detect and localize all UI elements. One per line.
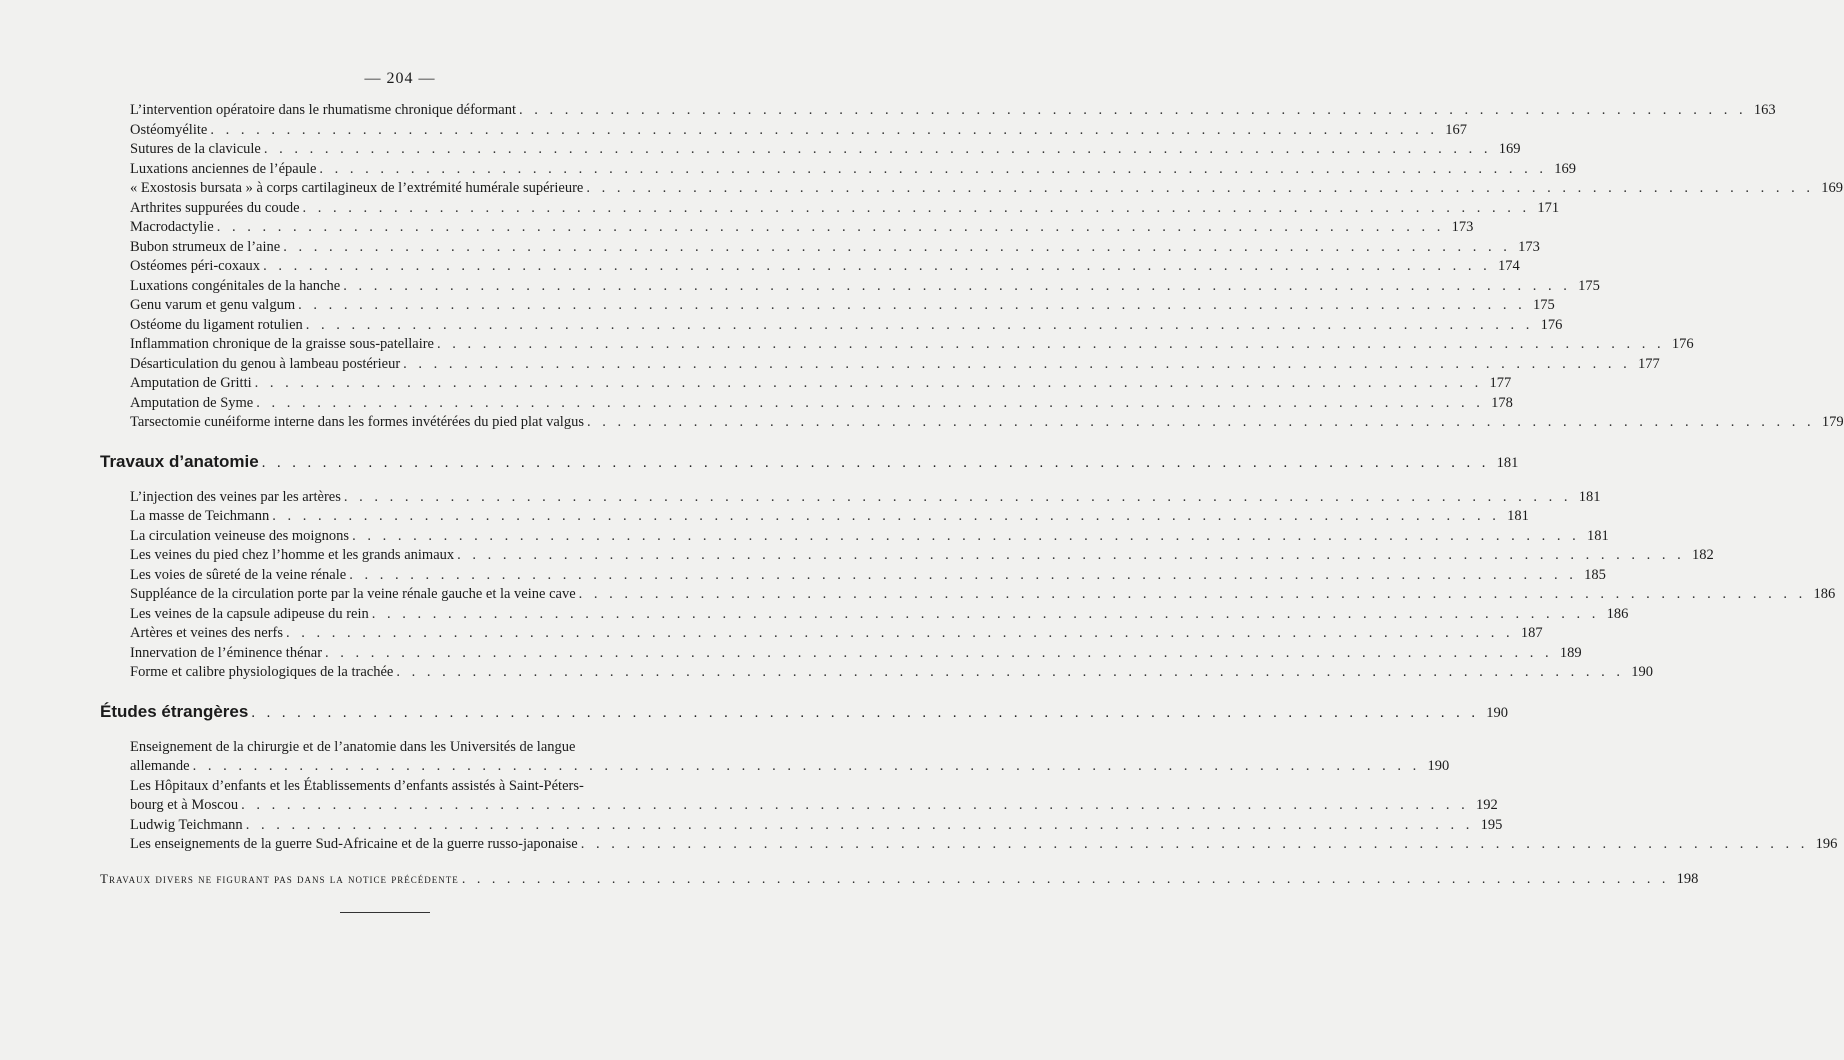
misc-page: 198 (1676, 870, 1699, 887)
toc-entry (100, 238, 1540, 258)
leader-dots: . . . . . . . . . . . . . . . . . . . . . . . . . . . . . . . . . . . . . . . . . . . . . . . . . . . . . . . . . . . . . . . . . . . . . . . . . . . . . . . . . (254, 375, 1483, 391)
toc-entry (100, 160, 1577, 180)
entry-page: 190 (1631, 664, 1653, 680)
page-number: — 204 — (364, 70, 436, 87)
leader-dots: . . . . . . . . . . . . . . . . . . . . . . . . . . . . . . . . . . . . . . . . . . . . . . . . . . . . . . . . . . . . . . . . . . . . . . . . . . . . . . . . . (263, 141, 1492, 157)
entry-page: 196 (1815, 836, 1838, 852)
toc-entry (100, 566, 1606, 586)
toc-entry (100, 527, 1609, 547)
entry-page: 169 (1821, 180, 1843, 196)
section-page: 190 (1486, 704, 1508, 721)
leader-dots: . . . . . . . . . . . . . . . . . . . . . . . . . . . . . . . . . . . . . . . . . . . . . . . . . . . . . . . . . . . . . . . . . . . . . . . . . . . . . . . . . (251, 704, 1479, 721)
leader-dots: . . . . . . . . . . . . . . . . . . . . . . . . . . . . . . . . . . . . . . . . . . . . . . . . . . . . . . . . . . . . . . . . . . . . . . . . . . . . . . . . . (305, 316, 1534, 333)
leader-dots: . . . . . . . . . . . . . . . . . . . . . . . . . . . . . . . . . . . . . . . . . . . . . . . . . . . . . . . . . . . . . . . . . . . . . . . . . . . . . . . . . (437, 336, 1665, 352)
entry-page: 179 (1821, 414, 1844, 430)
entry-title: Amputation de Syme (130, 394, 254, 411)
toc-entry (100, 624, 1543, 644)
toc-entry (100, 605, 1629, 625)
leader-dots: . . . . . . . . . . . . . . . . . . . . . . . . . . . . . . . . . . . . . . . . . . . . . . . . . . . . . . . . . . . . . . . . . . . . . . . . . . . . . . . . . (343, 277, 1571, 294)
entry-title: Forme et calibre physiologiques de la trachée (130, 664, 394, 680)
leader-dots: . . . . . . . . . . . . . . . . . . . . . . . . . . . . . . . . . . . . . . . . . . . . . . . . . . . . . . . . . . . . . . . . . . . . . . . . . . . . . . . . . (580, 836, 1809, 852)
entry-list-top (100, 101, 1844, 433)
entry-title: Amputation de Gritti (130, 375, 252, 391)
toc-entry (100, 257, 1520, 277)
entry-page: 177 (1489, 375, 1512, 391)
leader-dots: . . . . . . . . . . . . . . . . . . . . . . . . . . . . . . . . . . . . . . . . . . . . . . . . . . . . . . . . . . . . . . . . . . . . . . . . . . . . . . . . . (261, 454, 1490, 471)
toc-entry (100, 140, 1521, 160)
toc-entry (100, 335, 1694, 355)
toc-entry (100, 644, 1582, 664)
section-title: Études étrangères (100, 701, 249, 721)
entry-title: Artères et veines des nerfs (130, 625, 283, 641)
leader-dots: . . . . . . . . . . . . . . . . . . . . . . . . . . . . . . . . . . . . . . . . . . . . . . . . . . . . . . . . . . . . . . . . . . . . . . . . . . . . . . . . . (298, 297, 1526, 313)
section-title: Travaux d’anatomie (100, 451, 259, 471)
entry-title: La circulation veineuse des moignons (130, 527, 350, 544)
entry-page: 186 (1606, 605, 1629, 622)
leader-dots: . . . . . . . . . . . . . . . . . . . . . . . . . . . . . . . . . . . . . . . . . . . . . . . . . . . . . . . . . . . . . . . . . . . . . . . . . . . . . . . . . (349, 566, 1577, 583)
entry-title: Luxations anciennes de l’épaule (130, 160, 317, 177)
table-of-contents (100, 101, 1844, 888)
entry-page: 173 (1518, 238, 1540, 255)
entry-title-line1: Les Hôpitaux d’enfants et les Établissements d’enfants assistés à Saint-Péters- (130, 777, 584, 794)
entry-title: La masse de Teichmann (130, 508, 270, 524)
toc-entry (100, 507, 1529, 527)
leader-dots: . . . . . . . . . . . . . . . . . . . . . . . . . . . . . . . . . . . . . . . . . . . . . . . . . . . . . . . . . . . . . . . . . . . . . . . . . . . . . . . . . (245, 816, 1474, 833)
toc-entry (100, 394, 1513, 414)
entry-page: 167 (1445, 121, 1467, 138)
entry-page: 175 (1578, 277, 1600, 294)
entry-title: Inflammation chronique de la graisse sous-patellaire (130, 336, 434, 352)
entry-title: Luxations congénitales de la hanche (130, 277, 341, 294)
entry-page: 195 (1480, 816, 1503, 833)
entry-page: 187 (1520, 625, 1543, 641)
entry-list-anatomie (100, 488, 1836, 683)
entry-title-line2: allemande (130, 758, 190, 774)
toc-entry (100, 121, 1467, 141)
toc-entry (100, 199, 1560, 219)
entry-title: Les veines du pied chez l’homme et les grands animaux (130, 547, 455, 563)
entry-page: 174 (1497, 258, 1520, 274)
entry-page: 163 (1753, 102, 1776, 118)
entry-page: 169 (1554, 160, 1577, 177)
entry-page: 182 (1692, 547, 1714, 563)
toc-entry (100, 296, 1555, 316)
entry-title: Désarticulation du genou à lambeau postérieur (130, 355, 401, 372)
entry-page: 192 (1475, 797, 1498, 813)
toc-entry (100, 413, 1844, 433)
entry-page: 177 (1638, 355, 1660, 372)
entry-title: Ostéome du ligament rotulien (130, 316, 303, 333)
leader-dots: . . . . . . . . . . . . . . . . . . . . . . . . . . . . . . . . . . . . . . . . . . . . . . . . . . . . . . . . . . . . . . . . . . . . . . . . . . . . . . . . . (371, 605, 1600, 622)
entry-title: Innervation de l’éminence thénar (130, 644, 323, 661)
toc-entry (100, 777, 1498, 816)
entry-title: « Exostosis bursata » à corps cartilagineux de l’extrémité humérale supérieure (130, 180, 584, 196)
entry-page: 189 (1559, 644, 1582, 661)
section-heading-anatomie (100, 451, 1519, 474)
leader-dots: . . . . . . . . . . . . . . . . . . . . . . . . . . . . . . . . . . . . . . . . . . . . . . . . . . . . . . . . . . . . . . . . . . . . . . . . . . . . . . . . . (457, 547, 1685, 563)
entry-title: Ludwig Teichmann (130, 816, 243, 833)
entry-list-etudes (100, 738, 1838, 855)
toc-entry (100, 374, 1512, 394)
leader-dots: . . . . . . . . . . . . . . . . . . . . . . . . . . . . . . . . . . . . . . . . . . . . . . . . . . . . . . . . . . . . . . . . . . . . . . . . . . . . . . . . . (586, 180, 1814, 196)
leader-dots: . . . . . . . . . . . . . . . . . . . . . . . . . . . . . . . . . . . . . . . . . . . . . . . . . . . . . . . . . . . . . . . . . . . . . . . . . . . . . . . . . (461, 871, 1670, 887)
entry-title: Les voies de sûreté de la veine rénale (130, 566, 347, 583)
toc-entry (100, 316, 1563, 336)
misc-title: Travaux divers ne figurant pas dans la notice précédente (100, 870, 459, 886)
entry-title: Ostéomyélite (130, 121, 208, 138)
entry-page: 173 (1451, 219, 1474, 235)
toc-entry (100, 218, 1474, 238)
entry-page: 185 (1584, 566, 1606, 583)
entry-title: Tarsectomie cunéiforme interne dans les formes invétérées du pied plat valgus (130, 414, 584, 430)
leader-dots: . . . . . . . . . . . . . . . . . . . . . . . . . . . . . . . . . . . . . . . . . . . . . . . . . . . . . . . . . . . . . . . . . . . . . . . . . . . . . . . . . (302, 199, 1531, 216)
section-heading-etudes (100, 701, 1508, 724)
entry-page: 181 (1507, 508, 1529, 524)
leader-dots: . . . . . . . . . . . . . . . . . . . . . . . . . . . . . . . . . . . . . . . . . . . . . . . . . . . . . . . . . . . . . . . . . . . . . . . . . . . . . . . . . (325, 644, 1553, 661)
toc-entry (100, 738, 1450, 777)
toc-entry (100, 585, 1836, 605)
leader-dots: . . . . . . . . . . . . . . . . . . . . . . . . . . . . . . . . . . . . . . . . . . . . . . . . . . . . . . . . . . . . . . . . . . . . . . . . . . . . . . . . . (286, 625, 1514, 641)
entry-title: Arthrites suppurées du coude (130, 199, 300, 216)
entry-page: 176 (1671, 336, 1694, 352)
leader-dots: . . . . . . . . . . . . . . . . . . . . . . . . . . . . . . . . . . . . . . . . . . . . . . . . . . . . . . . . . . . . . . . . . . . . . . . . . . . . . . . . . (210, 121, 1438, 138)
entry-page: 190 (1427, 758, 1450, 774)
entry-page: 178 (1491, 394, 1513, 411)
leader-dots: . . . . . . . . . . . . . . . . . . . . . . . . . . . . . . . . . . . . . . . . . . . . . . . . . . . . . . . . . . . . . . . . . . . . . . . . . . . . . . . . . (256, 394, 1484, 411)
toc-entry (100, 816, 1503, 836)
toc-entry (100, 663, 1653, 683)
entry-title: Sutures de la clavicule (130, 141, 261, 157)
leader-dots: . . . . . . . . . . . . . . . . . . . . . . . . . . . . . . . . . . . . . . . . . . . . . . . . . . . . . . . . . . . . . . . . . . . . . . . . . . . . . . . . . (263, 258, 1491, 274)
leader-dots: . . . . . . . . . . . . . . . . . . . . . . . . . . . . . . . . . . . . . . . . . . . . . . . . . . . . . . . . . . . . . . . . . . . . . . . . . . . . . . . . . (396, 664, 1624, 680)
misc-entry (100, 870, 1699, 888)
entry-title: Suppléance de la circulation porte par la veine rénale gauche et la veine cave (130, 586, 576, 602)
entry-title: Les veines de la capsule adipeuse du rein (130, 605, 369, 622)
section-page: 181 (1496, 454, 1519, 471)
toc-entry (100, 277, 1600, 297)
end-rule (340, 912, 430, 913)
entry-title: Les enseignements de la guerre Sud-Africaine et de la guerre russo-japonaise (130, 836, 578, 852)
toc-entry (100, 835, 1838, 855)
entry-page: 181 (1586, 527, 1609, 544)
leader-dots: . . . . . . . . . . . . . . . . . . . . . . . . . . . . . . . . . . . . . . . . . . . . . . . . . . . . . . . . . . . . . . . . . . . . . . . . . . . . . . . . . (403, 355, 1631, 372)
toc-entry (100, 101, 1776, 121)
toc-entry (100, 488, 1601, 508)
entry-page: 176 (1540, 316, 1563, 333)
toc-entry (100, 546, 1714, 566)
toc-entry (100, 355, 1660, 375)
entry-title-line2-row (130, 757, 1450, 777)
leader-dots: . . . . . . . . . . . . . . . . . . . . . . . . . . . . . . . . . . . . . . . . . . . . . . . . . . . . . . . . . . . . . . . . . . . . . . . . . . . . . . . . . (319, 160, 1548, 177)
leader-dots: . . . . . . . . . . . . . . . . . . . . . . . . . . . . . . . . . . . . . . . . . . . . . . . . . . . . . . . . . . . . . . . . . . . . . . . . . . . . . . . . . (578, 586, 1807, 602)
leader-dots: . . . . . . . . . . . . . . . . . . . . . . . . . . . . . . . . . . . . . . . . . . . . . . . . . . . . . . . . . . . . . . . . . . . . . . . . . . . . . . . . . (586, 414, 1815, 430)
entry-title: Macrodactylie (130, 219, 214, 235)
entry-page: 175 (1532, 297, 1555, 313)
leader-dots: . . . . . . . . . . . . . . . . . . . . . . . . . . . . . . . . . . . . . . . . . . . . . . . . . . . . . . . . . . . . . . . . . . . . . . . . . . . . . . . . . (519, 102, 1747, 118)
entry-title: Bubon strumeux de l’aine (130, 238, 281, 255)
entry-page: 169 (1498, 141, 1521, 157)
toc-entry (100, 179, 1843, 199)
entry-title-line1: Enseignement de la chirurgie et de l’anatomie dans les Universités de langue (130, 738, 576, 755)
leader-dots: . . . . . . . . . . . . . . . . . . . . . . . . . . . . . . . . . . . . . . . . . . . . . . . . . . . . . . . . . . . . . . . . . . . . . . . . . . . . . . . . . (216, 219, 1445, 235)
entry-title-line2-row (130, 796, 1498, 816)
entry-page: 181 (1578, 488, 1601, 505)
leader-dots: . . . . . . . . . . . . . . . . . . . . . . . . . . . . . . . . . . . . . . . . . . . . . . . . . . . . . . . . . . . . . . . . . . . . . . . . . . . . . . . . . (343, 488, 1572, 505)
leader-dots: . . . . . . . . . . . . . . . . . . . . . . . . . . . . . . . . . . . . . . . . . . . . . . . . . . . . . . . . . . . . . . . . . . . . . . . . . . . . . . . . . (192, 758, 1421, 774)
leader-dots: . . . . . . . . . . . . . . . . . . . . . . . . . . . . . . . . . . . . . . . . . . . . . . . . . . . . . . . . . . . . . . . . . . . . . . . . . . . . . . . . . (241, 797, 1469, 813)
entry-title: Ostéomes péri-coxaux (130, 258, 261, 274)
leader-dots: . . . . . . . . . . . . . . . . . . . . . . . . . . . . . . . . . . . . . . . . . . . . . . . . . . . . . . . . . . . . . . . . . . . . . . . . . . . . . . . . . (272, 508, 1500, 524)
entry-title-line2: bourg et à Moscou (130, 797, 239, 813)
entry-title: L’intervention opératoire dans le rhumatisme chronique déformant (130, 102, 517, 118)
entry-title: L’injection des veines par les artères (130, 488, 341, 505)
entry-title: Genu varum et genu valgum (130, 297, 296, 313)
leader-dots: . . . . . . . . . . . . . . . . . . . . . . . . . . . . . . . . . . . . . . . . . . . . . . . . . . . . . . . . . . . . . . . . . . . . . . . . . . . . . . . . . (283, 238, 1511, 255)
leader-dots: . . . . . . . . . . . . . . . . . . . . . . . . . . . . . . . . . . . . . . . . . . . . . . . . . . . . . . . . . . . . . . . . . . . . . . . . . . . . . . . . . (352, 527, 1580, 544)
entry-page: 186 (1813, 586, 1836, 602)
entry-page: 171 (1537, 199, 1560, 216)
